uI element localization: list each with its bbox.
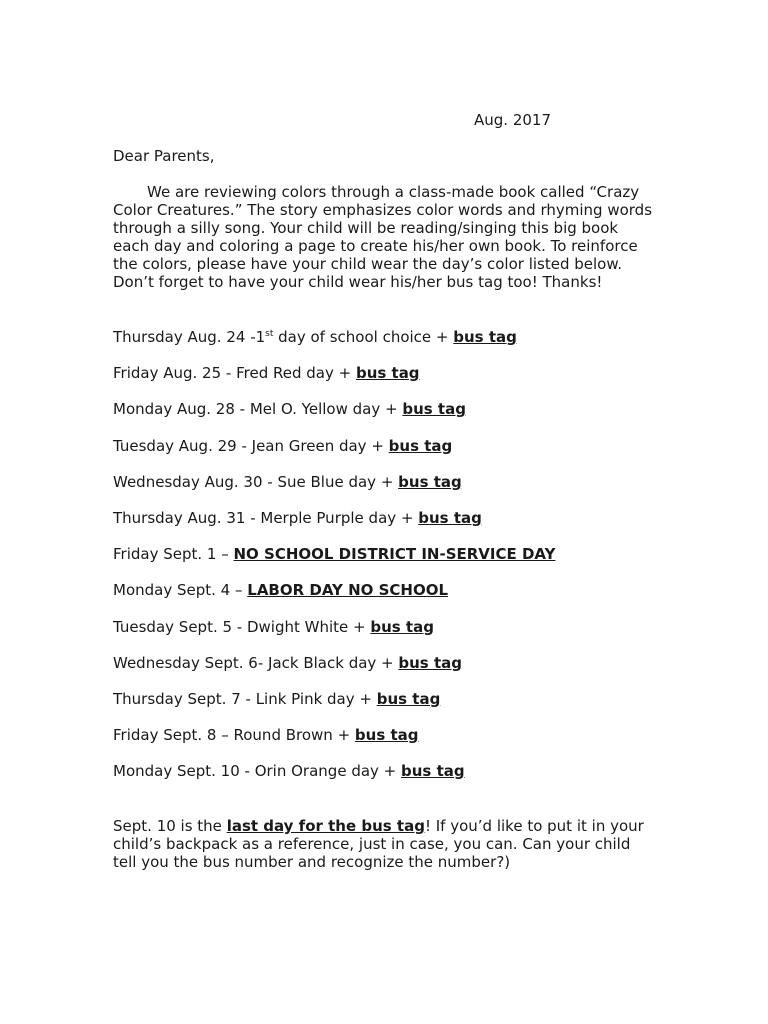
color-day-schedule xyxy=(113,328,555,798)
schedule-item-emphasis: NO SCHOOL DISTRICT IN-SERVICE DAY xyxy=(233,545,556,564)
schedule-item xyxy=(113,762,555,780)
schedule-item-text: Monday Sept. 10 - Orin Orange day + xyxy=(113,762,402,781)
schedule-item-emphasis: bus tag xyxy=(370,617,434,636)
letter-closing-paragraph xyxy=(113,817,653,871)
schedule-item-text: day of school choice + xyxy=(273,328,454,346)
schedule-item-emphasis: bus tag xyxy=(401,762,465,781)
schedule-item xyxy=(113,654,555,672)
schedule-item-emphasis: bus tag xyxy=(376,689,441,708)
closing-text: ! If you’d like to put it in your child’s backpack as a reference, just in case, you can. Can your child tell you the bus number and recognize the number?) xyxy=(113,817,644,871)
schedule-item-text: Thursday Aug. 24 -1 xyxy=(113,328,266,346)
closing-text: Sept. 10 is the xyxy=(113,817,227,835)
schedule-item xyxy=(113,545,555,563)
schedule-item-text: Friday Sept. 8 – Round Brown + xyxy=(113,726,355,745)
schedule-item-text: Monday Sept. 4 – xyxy=(113,581,248,600)
letter-intro-paragraph: We are reviewing colors through a class-made book called “Crazy Color Creatures.” The story emphasizes color words and rhyming words through a silly song. Your child will be reading/singing this big book each day and coloring a page to create his/her own book. To reinforce the colors, please have your child wear the day’s color listed below. Don’t forget to have your child wear his/her bus tag too! Thanks! xyxy=(113,183,653,291)
schedule-item xyxy=(113,437,555,455)
schedule-item-text: Thursday Aug. 31 - Merple Purple day + xyxy=(113,508,419,527)
schedule-item xyxy=(113,618,555,636)
schedule-item xyxy=(113,473,555,491)
schedule-item-emphasis: bus tag xyxy=(398,653,462,672)
schedule-item xyxy=(113,328,555,346)
ordinal-suffix: st xyxy=(265,329,274,339)
schedule-item xyxy=(113,400,555,418)
schedule-item xyxy=(113,364,555,382)
schedule-item-emphasis: bus tag xyxy=(453,328,517,346)
schedule-item-text: Friday Aug. 25 - Fred Red day + xyxy=(113,364,356,383)
letter-greeting: Dear Parents, xyxy=(113,147,215,165)
schedule-item-text: Tuesday Sept. 5 - Dwight White + xyxy=(113,617,371,636)
schedule-item-text: Monday Aug. 28 - Mel O. Yellow day + xyxy=(113,400,403,419)
schedule-item xyxy=(113,581,555,599)
schedule-item xyxy=(113,726,555,744)
schedule-item-emphasis: bus tag xyxy=(418,508,482,527)
schedule-item-emphasis: bus tag xyxy=(402,400,466,419)
schedule-item-text: Wednesday Aug. 30 - Sue Blue day + xyxy=(113,472,399,491)
schedule-item-text: Friday Sept. 1 – xyxy=(113,545,234,564)
letter-date: Aug. 2017 xyxy=(474,111,551,129)
schedule-item-emphasis: bus tag xyxy=(388,436,453,455)
schedule-item-text: Wednesday Sept. 6- Jack Black day + xyxy=(113,653,399,672)
schedule-item-text: Tuesday Aug. 29 - Jean Green day + xyxy=(113,436,389,455)
schedule-item-emphasis: bus tag xyxy=(398,472,462,491)
schedule-item-emphasis: LABOR DAY NO SCHOOL xyxy=(247,581,449,600)
schedule-item-emphasis: bus tag xyxy=(355,364,420,383)
closing-emphasis: last day for the bus tag xyxy=(226,817,425,835)
schedule-item xyxy=(113,509,555,527)
schedule-item xyxy=(113,690,555,708)
schedule-item-text: Thursday Sept. 7 - Link Pink day + xyxy=(113,689,377,708)
schedule-item-emphasis: bus tag xyxy=(354,726,419,745)
